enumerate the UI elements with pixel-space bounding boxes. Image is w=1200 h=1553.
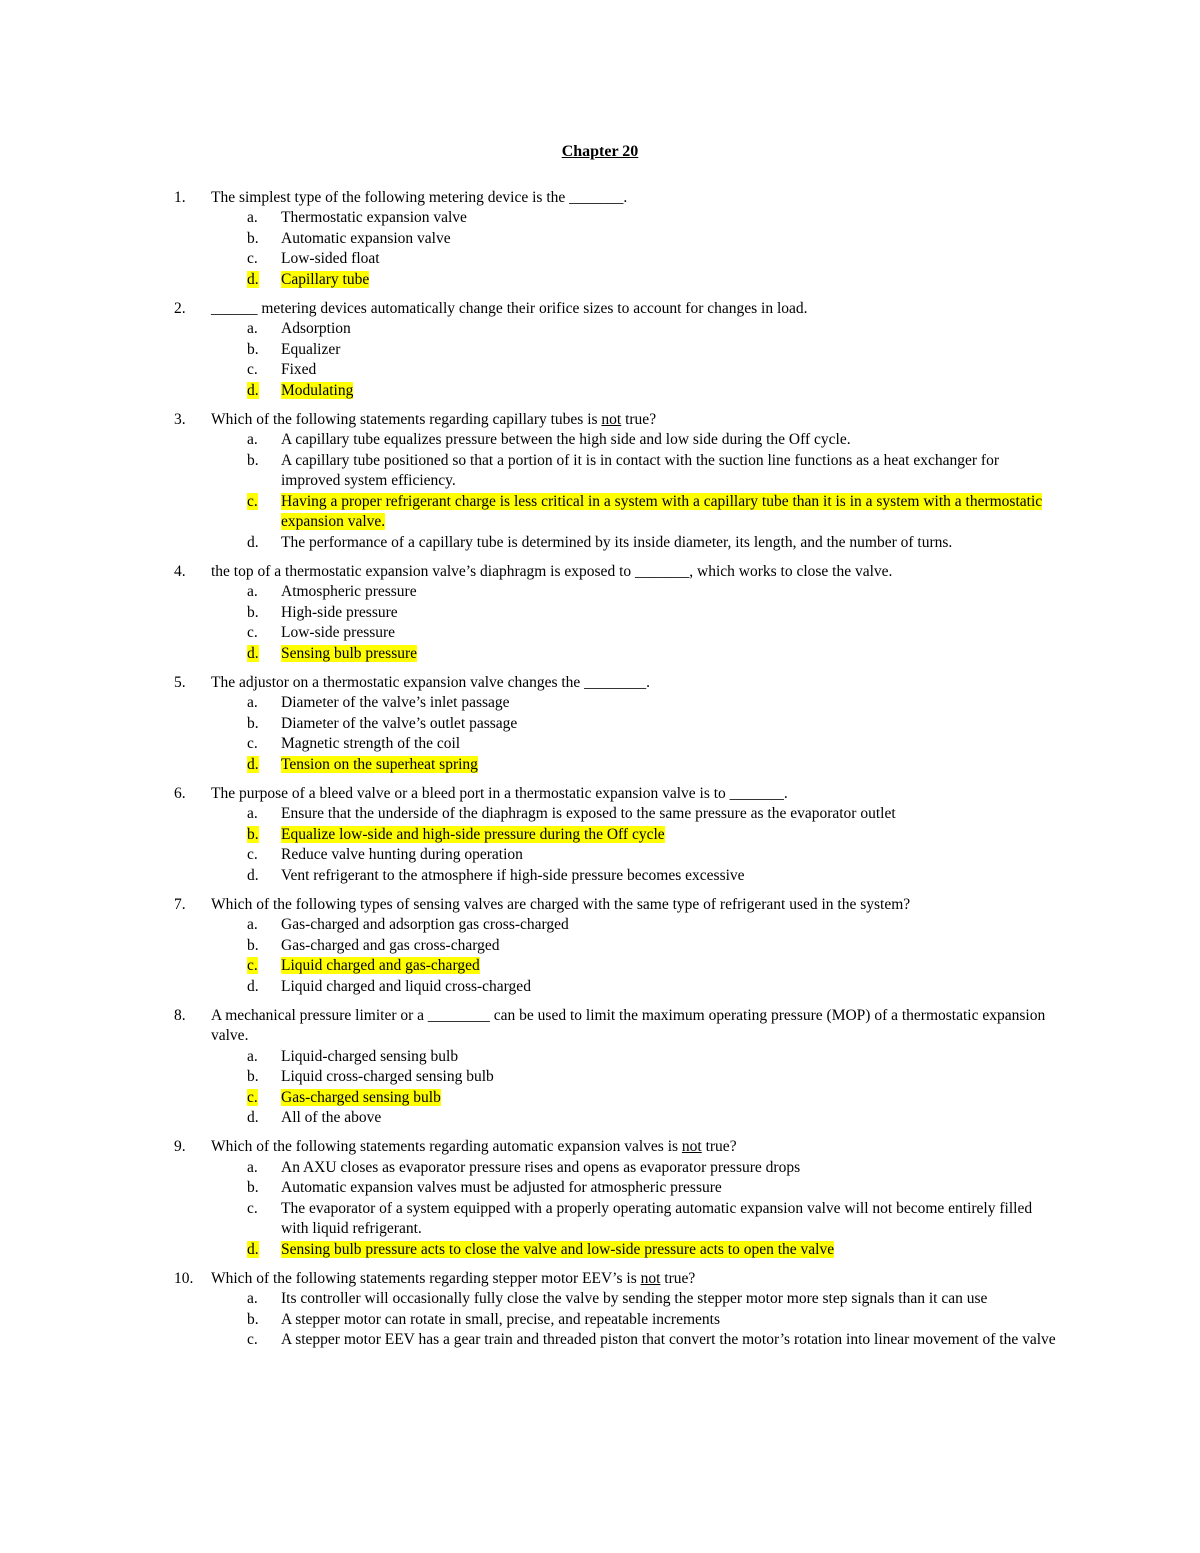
option-letter: a. xyxy=(247,583,258,601)
question-number: 3. xyxy=(174,411,186,429)
answer-option xyxy=(0,755,1200,775)
option-text: A capillary tube equalizes pressure between the high side and low side during the Off cycle. xyxy=(281,431,851,449)
question-text xyxy=(211,188,1061,208)
option-text: Equalizer xyxy=(281,340,341,358)
question-text-part: the top of a thermostatic expansion valve’s diaphragm is exposed to _______, which works to close the valve. xyxy=(211,562,893,580)
option-text-highlighted: Liquid charged and gas-charged xyxy=(281,957,480,975)
question-text xyxy=(211,1137,1061,1157)
question-text-part: true? xyxy=(621,411,657,429)
question-text-part: Which of the following statements regarding stepper motor EEV’s is xyxy=(211,1269,641,1287)
option-letter: d. xyxy=(247,866,259,884)
option-letter: d. xyxy=(247,1109,259,1127)
option-letter: d. xyxy=(247,270,259,288)
option-text: Low-side pressure xyxy=(281,624,396,642)
answer-option xyxy=(0,1067,1200,1087)
option-text: Its controller will occasionally fully close the valve by sending the stepper motor more step signals than it can use xyxy=(281,1290,988,1308)
option-text: Diameter of the valve’s outlet passage xyxy=(281,714,518,732)
answer-option xyxy=(0,451,1200,492)
question-emphasis: not xyxy=(681,1138,702,1156)
option-letter: b. xyxy=(247,1310,259,1328)
option-letter: b. xyxy=(247,1179,259,1197)
question-text-part: true? xyxy=(660,1269,696,1287)
answer-option xyxy=(0,623,1200,643)
answer-option xyxy=(0,1240,1200,1260)
option-letter: a. xyxy=(247,916,258,934)
question-3 xyxy=(0,410,1200,553)
question-number: 10. xyxy=(174,1269,194,1287)
answer-option xyxy=(0,582,1200,602)
option-text: All of the above xyxy=(281,1109,382,1127)
question-6 xyxy=(0,784,1200,886)
option-text: Atmospheric pressure xyxy=(281,583,417,601)
answer-option xyxy=(0,1047,1200,1067)
option-text: High-side pressure xyxy=(281,603,398,621)
option-text: Fixed xyxy=(281,361,317,379)
option-text: The performance of a capillary tube is determined by its inside diameter, its length, and the number of turns. xyxy=(281,533,953,551)
option-letter: d. xyxy=(247,533,259,551)
option-letter: b. xyxy=(247,229,259,247)
option-text: Diameter of the valve’s inlet passage xyxy=(281,694,510,712)
question-number: 2. xyxy=(174,300,186,318)
option-letter: b. xyxy=(247,825,259,843)
answer-option xyxy=(0,804,1200,824)
question-text-part: The adjustor on a thermostatic expansion valve changes the ________. xyxy=(211,673,651,691)
option-text: Magnetic strength of the coil xyxy=(281,735,461,753)
answer-option xyxy=(0,714,1200,734)
option-text: A capillary tube positioned so that a portion of it is in contact with the suction line functions as a heat exchanger for improved system efficiency. xyxy=(281,451,999,490)
question-5 xyxy=(0,673,1200,775)
question-text xyxy=(211,410,1061,430)
question-text xyxy=(211,1006,1061,1047)
answer-option xyxy=(0,825,1200,845)
question-text xyxy=(211,784,1061,804)
option-letter: d. xyxy=(247,977,259,995)
option-letter: c. xyxy=(247,250,258,268)
question-number: 1. xyxy=(174,189,186,206)
answer-option xyxy=(0,845,1200,865)
answer-option xyxy=(0,319,1200,339)
option-text-highlighted: Sensing bulb pressure xyxy=(281,644,418,662)
option-text-highlighted: Equalize low-side and high-side pressure during the Off cycle xyxy=(281,825,665,843)
answer-option xyxy=(0,270,1200,290)
option-text: Liquid cross-charged sensing bulb xyxy=(281,1068,494,1086)
question-4 xyxy=(0,562,1200,664)
option-text: Gas-charged and gas cross-charged xyxy=(281,936,500,954)
option-letter: b. xyxy=(247,340,259,358)
option-letter: b. xyxy=(247,1068,259,1086)
answer-option xyxy=(0,249,1200,269)
question-text-part: Which of the following statements regarding capillary tubes is xyxy=(211,411,602,429)
question-2 xyxy=(0,299,1200,401)
option-letter: c. xyxy=(247,1331,258,1349)
answer-option xyxy=(0,1330,1200,1350)
answer-option xyxy=(0,936,1200,956)
answer-option xyxy=(0,208,1200,228)
answer-option xyxy=(0,430,1200,450)
answer-option xyxy=(0,693,1200,713)
option-letter: c. xyxy=(247,624,258,642)
option-text: The evaporator of a system equipped with a properly operating automatic expansion valve will not become entirely filled with liquid refrigerant. xyxy=(281,1199,1033,1238)
option-letter: a. xyxy=(247,805,258,823)
option-text-highlighted: Having a proper refrigerant charge is less critical in a system with a capillary tube than it is in a system with a thermostatic expansion valve. xyxy=(281,492,1043,531)
question-number: 6. xyxy=(174,784,186,802)
option-letter: a. xyxy=(247,694,258,712)
question-text xyxy=(211,562,1061,582)
option-letter: a. xyxy=(247,1047,258,1065)
question-text xyxy=(211,299,1061,319)
answer-option xyxy=(0,866,1200,886)
question-number: 8. xyxy=(174,1007,186,1025)
option-letter: b. xyxy=(247,603,259,621)
answer-option xyxy=(0,492,1200,533)
question-text-part: Which of the following types of sensing valves are charged with the same type of refrigerant used in the system? xyxy=(211,896,911,913)
answer-option xyxy=(0,1199,1200,1240)
question-number: 9. xyxy=(174,1138,186,1156)
answer-option xyxy=(0,360,1200,380)
option-text-highlighted: Sensing bulb pressure acts to close the valve and low-side pressure acts to open the valve xyxy=(281,1240,835,1258)
option-text-highlighted: Gas-charged sensing bulb xyxy=(281,1088,441,1106)
option-letter: c. xyxy=(247,735,258,753)
answer-option xyxy=(0,915,1200,935)
question-list xyxy=(0,188,1200,1360)
answer-option xyxy=(0,956,1200,976)
option-text-highlighted: Modulating xyxy=(281,381,354,399)
option-letter: a. xyxy=(247,320,258,338)
question-text xyxy=(211,1269,1061,1289)
option-text-highlighted: Capillary tube xyxy=(281,270,370,288)
option-text: Automatic expansion valves must be adjusted for atmospheric pressure xyxy=(281,1179,722,1197)
question-text xyxy=(211,895,1061,915)
answer-option xyxy=(0,603,1200,623)
option-letter: c. xyxy=(247,957,258,975)
answer-option xyxy=(0,734,1200,754)
question-text-part: Which of the following statements regarding automatic expansion valves is xyxy=(211,1138,682,1156)
option-text: Vent refrigerant to the atmosphere if high-side pressure becomes excessive xyxy=(281,866,745,884)
question-9 xyxy=(0,1137,1200,1259)
question-8 xyxy=(0,1006,1200,1128)
question-text-part: true? xyxy=(701,1138,737,1156)
option-letter: d. xyxy=(247,381,259,399)
option-letter: b. xyxy=(247,451,259,469)
option-letter: c. xyxy=(247,492,258,510)
option-text: An AXU closes as evaporator pressure rises and opens as evaporator pressure drops xyxy=(281,1158,801,1176)
option-text: Liquid charged and liquid cross-charged xyxy=(281,977,531,995)
option-text: Liquid-charged sensing bulb xyxy=(281,1047,459,1065)
question-number: 5. xyxy=(174,673,186,691)
option-text: A stepper motor can rotate in small, precise, and repeatable increments xyxy=(281,1310,720,1328)
question-text-part: ______ metering devices automatically change their orifice sizes to account for changes in load. xyxy=(211,300,808,318)
option-text: A stepper motor EEV has a gear train and threaded piston that convert the motor’s rotation into linear movement of the valve xyxy=(281,1331,1056,1349)
option-letter: d. xyxy=(247,1240,259,1258)
question-text-part: The purpose of a bleed valve or a bleed port in a thermostatic expansion valve is to _______. xyxy=(211,784,788,802)
option-letter: d. xyxy=(247,755,259,773)
option-text: Reduce valve hunting during operation xyxy=(281,846,523,864)
option-text: Adsorption xyxy=(281,320,351,338)
question-emphasis: not xyxy=(640,1269,661,1287)
answer-option xyxy=(0,977,1200,997)
option-letter: c. xyxy=(247,846,258,864)
option-text: Gas-charged and adsorption gas cross-charged xyxy=(281,916,569,934)
question-number: 7. xyxy=(174,896,186,913)
option-letter: c. xyxy=(247,1088,258,1106)
question-text-part: A mechanical pressure limiter or a ________ can be used to limit the maximum operating pressure (MOP) of a thermostatic expansion valve. xyxy=(211,1007,1046,1045)
question-number: 4. xyxy=(174,562,186,580)
answer-option xyxy=(0,644,1200,664)
option-letter: a. xyxy=(247,1290,258,1308)
answer-option xyxy=(0,1088,1200,1108)
answer-option xyxy=(0,1158,1200,1178)
question-text xyxy=(211,673,1061,693)
option-text: Low-sided float xyxy=(281,250,380,268)
option-text: Ensure that the underside of the diaphragm is exposed to the same pressure as the evaporator outlet xyxy=(281,805,896,823)
answer-option xyxy=(0,381,1200,401)
option-text-highlighted: Tension on the superheat spring xyxy=(281,755,478,773)
answer-option xyxy=(0,1178,1200,1198)
question-7 xyxy=(0,895,1200,997)
answer-option xyxy=(0,533,1200,553)
answer-option xyxy=(0,229,1200,249)
option-letter: a. xyxy=(247,1158,258,1176)
option-letter: a. xyxy=(247,431,258,449)
option-letter: b. xyxy=(247,936,259,954)
option-letter: c. xyxy=(247,361,258,379)
question-text-part: The simplest type of the following metering device is the _______. xyxy=(211,189,628,206)
answer-option xyxy=(0,340,1200,360)
question-1 xyxy=(0,188,1200,290)
option-letter: d. xyxy=(247,644,259,662)
option-text: Automatic expansion valve xyxy=(281,229,451,247)
option-text: Thermostatic expansion valve xyxy=(281,209,467,227)
answer-option xyxy=(0,1289,1200,1309)
option-letter: c. xyxy=(247,1199,258,1217)
question-10 xyxy=(0,1269,1200,1351)
answer-option xyxy=(0,1108,1200,1128)
page-title: Chapter 20 xyxy=(561,143,639,160)
answer-option xyxy=(0,1310,1200,1330)
option-letter: a. xyxy=(247,209,258,227)
option-letter: b. xyxy=(247,714,259,732)
question-emphasis: not xyxy=(601,411,622,429)
